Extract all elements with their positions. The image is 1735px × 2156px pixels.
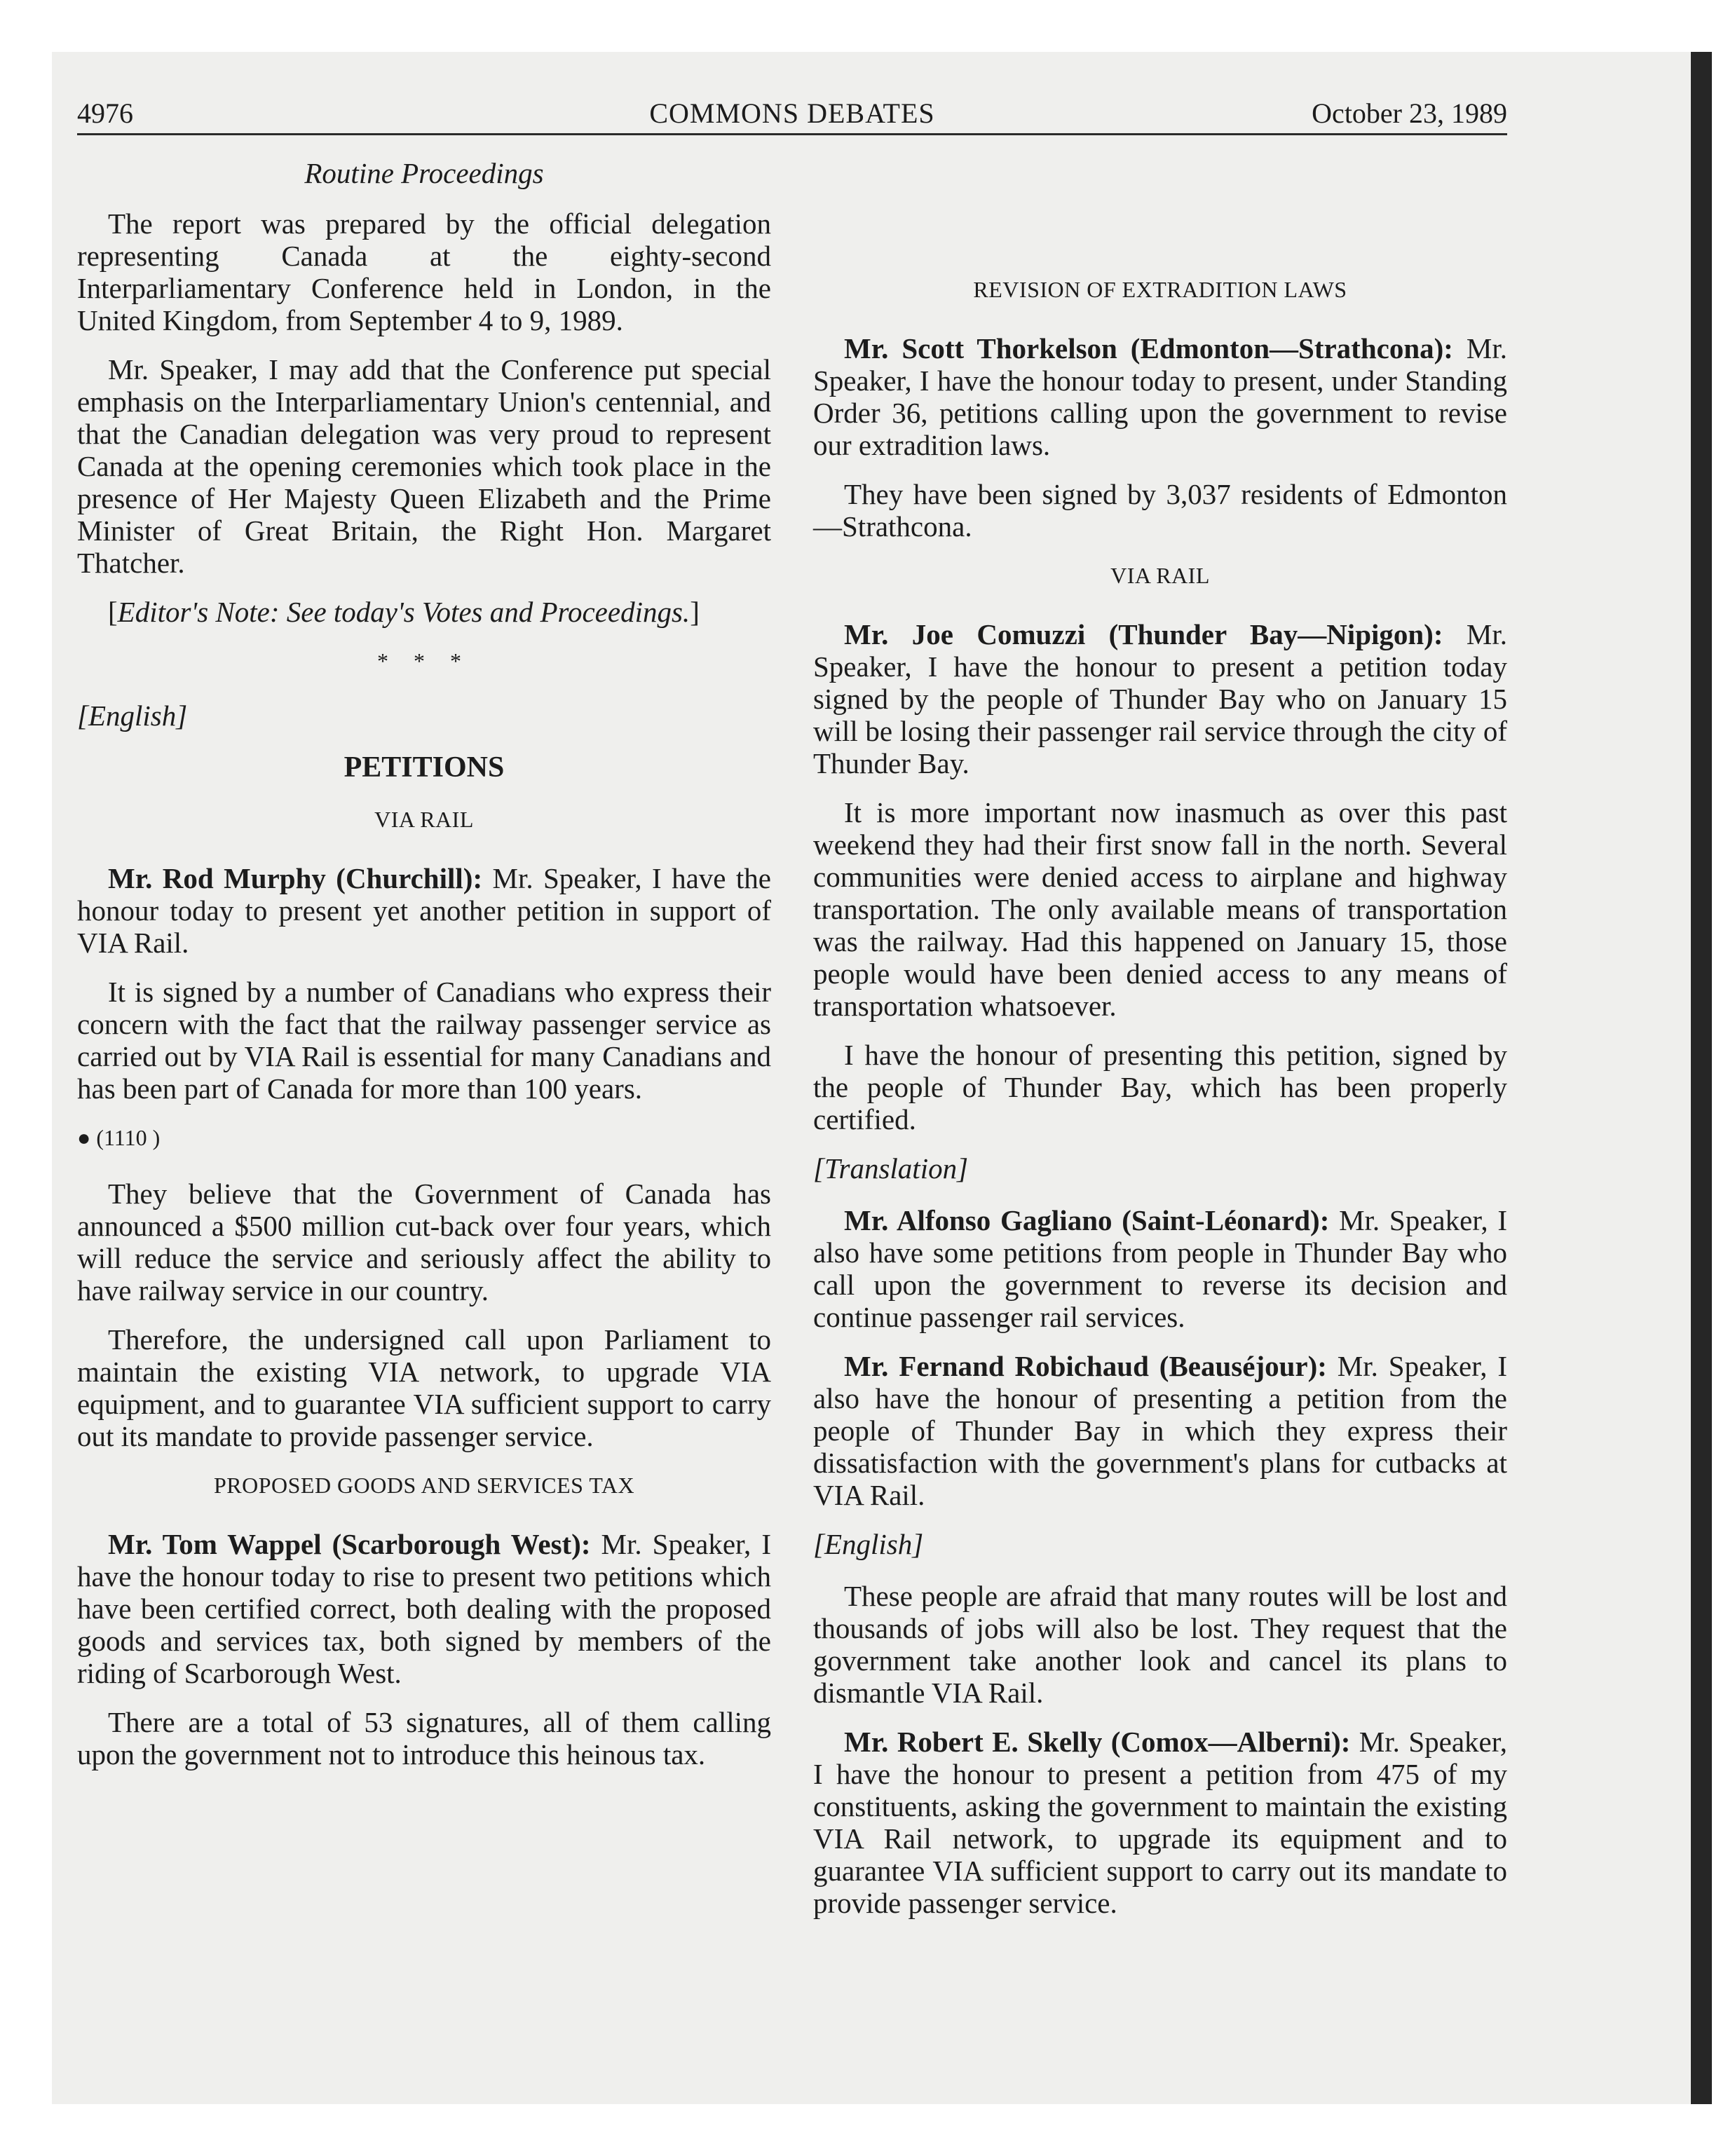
subheading: VIA RAIL xyxy=(1110,563,1210,588)
header-date: October 23, 1989 xyxy=(1312,97,1507,129)
paragraph: Mr. Speaker, I may add that the Conference put special emphasis on the Interparliamentary Union's centennial, and that the Canadian delegation was very proud to represent Canada at the opening ceremonies which took place in the presence of Her Majesty Queen Elizabeth and the Prime Minister of Great Britain, the Right Hon. Margaret Thatcher. xyxy=(77,353,771,579)
language-marker: [English] xyxy=(77,700,188,732)
header-rule xyxy=(77,133,1507,135)
paragraph: I have the honour of presenting this petition, signed by the people of Thunder Bay, which has been properly certified. xyxy=(813,1039,1507,1135)
scan-edge-shadow xyxy=(1691,52,1712,2104)
section-divider: * * * xyxy=(377,648,471,674)
speech: Mr. Scott Thorkelson (Edmonton—Strathcona): Mr. Speaker, I have the honour today to present, under Standing Order 36, petitions calling upon the government to revise our extradition laws. xyxy=(813,332,1507,461)
paragraph: It is signed by a number of Canadians who express their concern with the fact that the railway passenger service as carried out by VIA Rail is essential for many Canadians and has been part of Canada for more than 100 years. xyxy=(77,976,771,1105)
speaker-name: Mr. Joe Comuzzi (Thunder Bay—Nipigon): xyxy=(844,618,1443,650)
subheading: REVISION OF EXTRADITION LAWS xyxy=(973,277,1347,302)
speech: Mr. Tom Wappel (Scarborough West): Mr. Speaker, I have the honour today to rise to present two petitions which have been certified correct, both dealing with the proposed goods and services tax, both signed by members of the riding of Scarborough West. xyxy=(77,1528,771,1689)
right-column xyxy=(813,157,1507,1936)
language-marker: [English] xyxy=(813,1528,924,1560)
paragraph: Therefore, the undersigned call upon Parliament to maintain the existing VIA network, to upgrade VIA equipment, and to guarantee VIA sufficient support to carry out its mandate to provide passenger service. xyxy=(77,1323,771,1452)
speech: Mr. Joe Comuzzi (Thunder Bay—Nipigon): Mr. Speaker, I have the honour to present a petition today signed by the people of Thunder Bay who on January 15 will be losing their passenger rail service through the city of Thunder Bay. xyxy=(813,618,1507,779)
speaker-name: Mr. Robert E. Skelly (Comox—Alberni): xyxy=(844,1726,1351,1758)
section-heading: PETITIONS xyxy=(343,751,505,784)
language-marker: [Translation] xyxy=(813,1152,969,1185)
paragraph: It is more important now inasmuch as over this past weekend they had their first snow fall in the north. Several communities were denied access to airplane and highway transportation. The only available means of transportation was the railway. Had this happened on January 15, those people would have been denied access to any means of transportation whatsoever. xyxy=(813,796,1507,1022)
paragraph: There are a total of 53 signatures, all of them calling upon the government not to introduce this heinous tax. xyxy=(77,1706,771,1770)
speech: Mr. Alfonso Gagliano (Saint-Léonard): Mr. Speaker, I also have some petitions from people in Thunder Bay who call upon the government to reverse its decision and continue passenger rail services. xyxy=(813,1204,1507,1333)
speaker-name: Mr. Tom Wappel (Scarborough West): xyxy=(108,1528,591,1560)
speaker-name: Mr. Scott Thorkelson (Edmonton—Strathcona): xyxy=(844,332,1453,364)
editors-note: [Editor's Note: See today's Votes and Proceedings.] xyxy=(108,596,700,628)
speech: Mr. Robert E. Skelly (Comox—Alberni): Mr. Speaker, I have the honour to present a petition from 475 of my constituents, asking the government to maintain the existing VIA Rail network, to upgrade its equipment and to guarantee VIA sufficient support to carry out its mandate to provide passenger service. xyxy=(813,1726,1507,1919)
subheading: VIA RAIL xyxy=(374,807,474,832)
speaker-name: Mr. Rod Murphy (Churchill): xyxy=(108,862,483,894)
paragraph: They have been signed by 3,037 residents of Edmonton—Strathcona. xyxy=(813,478,1507,543)
page-number: 4976 xyxy=(77,97,133,129)
time-marker: ● (1110 ) xyxy=(77,1125,161,1150)
paragraph: The report was prepared by the official delegation representing Canada at the eighty-second Interparliamentary Conference held in London, in the United Kingdom, from September 4 to 9, 1989. xyxy=(77,207,771,336)
speaker-name: Mr. Fernand Robichaud (Beauséjour): xyxy=(844,1350,1327,1382)
running-head: Routine Proceedings xyxy=(304,157,544,189)
paragraph: These people are afraid that many routes will be lost and thousands of jobs will also be lost. They request that the government take another look and cancel its plans to dismantle VIA Rail. xyxy=(813,1580,1507,1709)
subheading: PROPOSED GOODS AND SERVICES TAX xyxy=(213,1473,635,1498)
paragraph: They believe that the Government of Canada has announced a $500 million cut-back over four years, which will reduce the service and seriously affect the ability to have railway service in our country. xyxy=(77,1178,771,1306)
speaker-name: Mr. Alfonso Gagliano (Saint-Léonard): xyxy=(844,1204,1330,1236)
speech: Mr. Rod Murphy (Churchill): Mr. Speaker, I have the honour today to present yet another petition in support of VIA Rail. xyxy=(77,862,771,959)
speech: Mr. Fernand Robichaud (Beauséjour): Mr. Speaker, I also have the honour of presenting a petition from the people of Thunder Bay in which they express their dissatisfaction with the government's plans for cutbacks at VIA Rail. xyxy=(813,1350,1507,1511)
page-header xyxy=(77,90,1507,139)
left-column xyxy=(77,157,771,1787)
publication-title: COMMONS DEBATES xyxy=(649,97,935,129)
